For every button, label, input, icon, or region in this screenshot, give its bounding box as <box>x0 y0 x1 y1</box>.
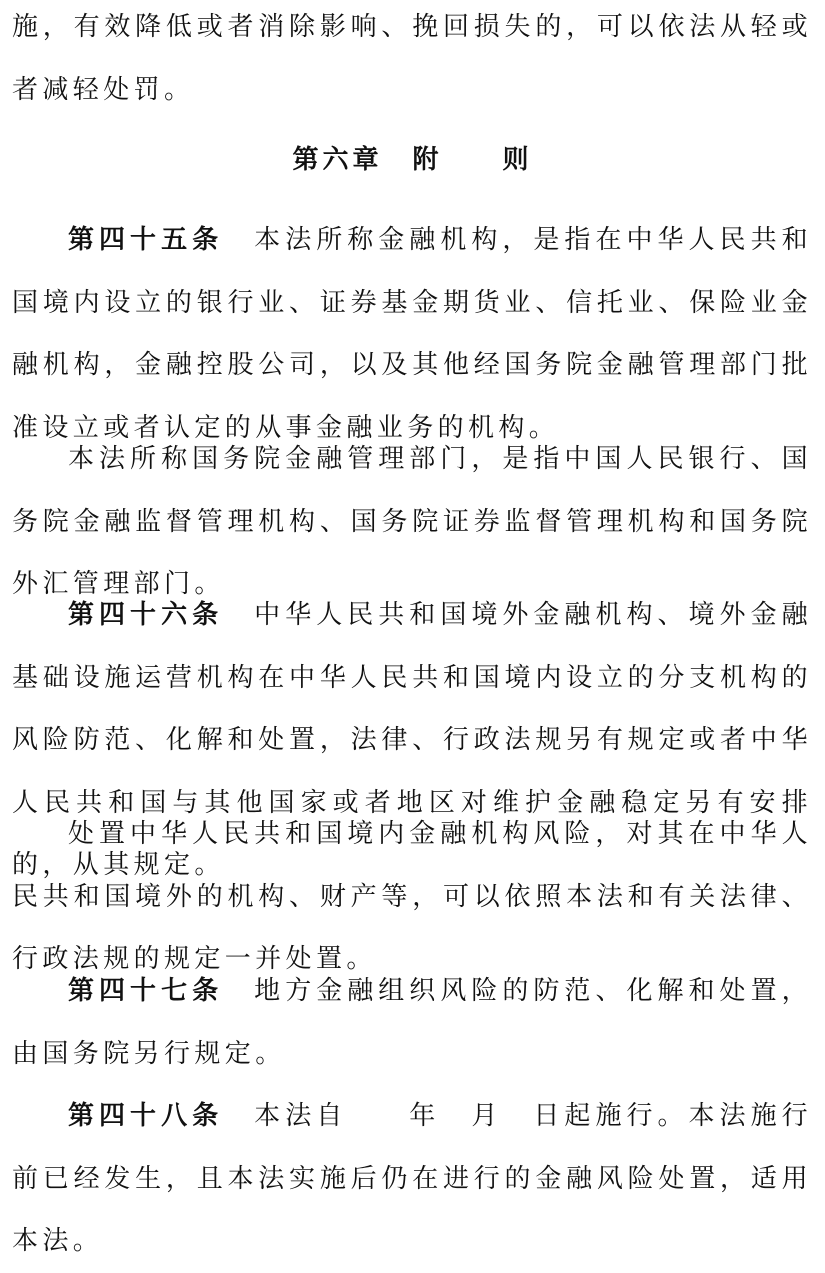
article-number: 第四十七条 <box>68 976 224 1006</box>
article-46-paragraph-2: 处置中华人民共和国境内金融机构风险，对其在中华人民共和国境外的机构、财产等，可以依照本法和有关法律、行政法规的规定一并处置。 <box>12 819 812 974</box>
continuation-paragraph: 施，有效降低或者消除影响、挽回损失的，可以依法从轻或者减轻处罚。 <box>12 12 812 105</box>
article-text: 本法所称金融机构，是指在中华人民共和国境内设立的银行业、证券基金期货业、信托业、保险业金融机构，金融控股公司，以及其他经国务院金融管理部门批准设立或者认定的从事金融业务的机构。 <box>12 225 812 443</box>
chapter-title: 第六章 附 则 <box>292 145 533 175</box>
article-45-paragraph-2: 本法所称国务院金融管理部门，是指中国人民银行、国务院金融监督管理机构、国务院证券监督管理机构和国务院外汇管理部门。 <box>12 444 812 599</box>
article-text: 本法自 年 月 日起施行。本法施行前已经发生，且本法实施后仍在进行的金融风险处置，适用本法。 <box>12 1101 812 1256</box>
article-47 <box>12 960 812 1085</box>
article-text: 地方金融组织风险的防范、化解和处置，由国务院另行规定。 <box>12 976 812 1069</box>
article-text: 中华人民共和国境外金融机构、境外金融基础设施运营机构在中华人民共和国境内设立的分支机构的风险防范、化解和处置，法律、行政法规另有规定或者中华人民共和国与其他国家或者地区对维护金融稳定另有安排的，从其规定。 <box>12 600 812 880</box>
article-number: 第四十八条 <box>68 1101 224 1131</box>
article-number: 第四十五条 <box>68 225 224 255</box>
article-48 <box>12 1085 812 1273</box>
article-number: 第四十六条 <box>68 600 224 630</box>
article-45 <box>12 209 812 459</box>
